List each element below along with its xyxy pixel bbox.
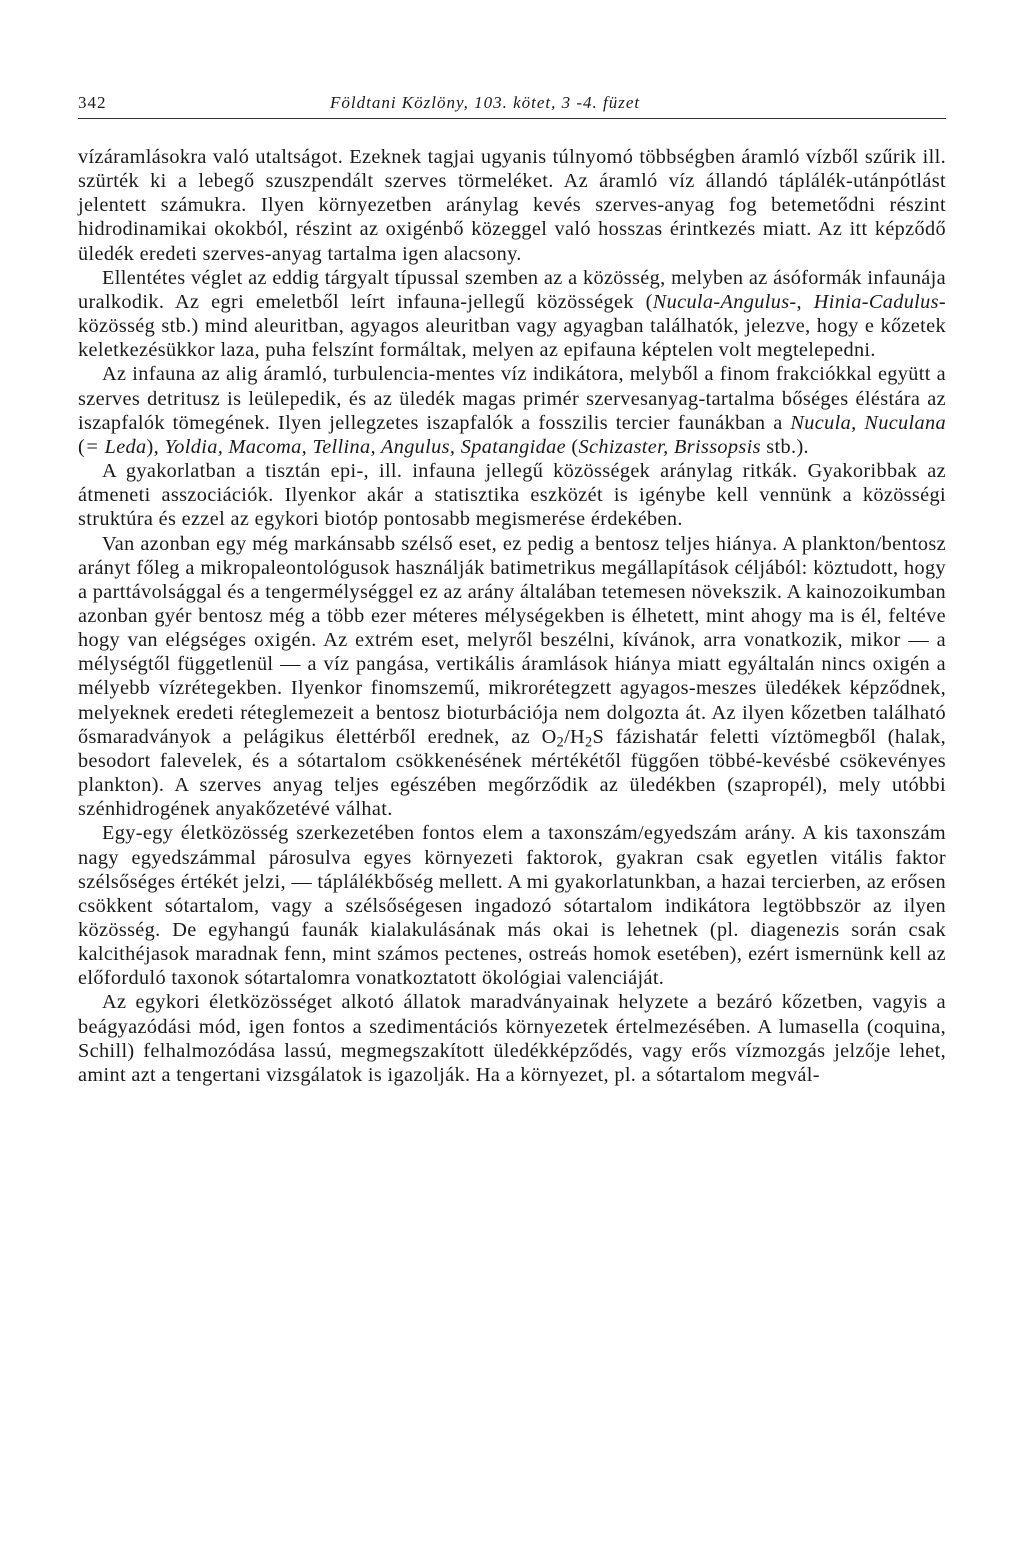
italic-text: Hinia-Cadulus: [813, 290, 939, 313]
text-run: ),: [146, 435, 165, 458]
running-head: [78, 88, 946, 119]
subscript: 2: [556, 734, 565, 751]
italic-text: Nucula-Angulus-: [652, 290, 797, 313]
paragraph: [78, 362, 946, 459]
body-text: [78, 145, 946, 1087]
text-run: vízáramlásokra való utaltságot. Ezeknek tagjai ugyanis túlnyomó többségben áramló vízből szűrik ill. szürték ki a lebegő szuszpendált szerves törmeléket. Az áramló víz állandó táplálék-utánpótlást jelentett számukra. Ilyen környezetben aránylag kevés szerves-anyag fog betemetődni részint hidrodinamikai okokból, részint az oxigénbő közeggel való hosszas érintkezés miatt. Az itt képződő üledék eredeti szerves-anyag tartalma igen alacsony.: [78, 146, 946, 265]
italic-text: Yoldia, Macoma, Tellina, Angulus, Spatangidae: [164, 435, 566, 458]
subscript: 2: [585, 734, 593, 751]
paragraph: [78, 145, 946, 266]
paragraph: [78, 266, 946, 363]
text-run: ,: [796, 290, 814, 313]
page-number: 342: [78, 93, 107, 112]
paragraph: [78, 990, 946, 1087]
text-run: /H: [564, 725, 586, 748]
paragraph: [78, 459, 946, 531]
text-run: -közösség stb.) mind aleuritban, agyagos aleuritban vagy agyagban találhatók, jelezve, hogy e kőzetek keletkezésükkor laza, puha felszínt formáltak, melyen az epifauna képtelen volt megtelepedni.: [78, 290, 947, 362]
journal-page: [78, 88, 946, 1087]
text-run: Van azonban egy még markánsabb szélső eset, ez pedig a bentosz teljes hiánya. A plankton/bentosz arányt főleg a mikropaleontológusok használják batimetrikus megállapítások céljából: köztudott, hogy a parttávolsággal és a tengermélységgel ez az arány általában tetemesen növekszik. A kainozoikumban azonban gyér bentosz még a több ezer méteres mélységekben is élhetett, mint ahogy ma is él, feltéve hogy van elégséges oxigén. Az extrém eset, melyről beszélni, kívánok, arra vonatkozik, mikor — a mélységtől függetlenül — a víz pangása, vertikális áramlások hiánya miatt egyáltalán nincs oxigén a mélyebb vízrétegekben. Ilyenkor finomszemű, mikrorétegzett agyagos-meszes üledékek képződnek, melyeknek eredeti réteglemezeit a bentosz bioturbációja nem dolgozta át. Az ilyen kőzetben található ősmaradványok a pelágikus élettérből erednek, az O: [78, 532, 946, 748]
text-run: stb.).: [760, 435, 809, 458]
italic-text: Schizaster, Brissopsis: [578, 435, 761, 458]
text-run: Egy-egy életközösség szerkezetében fontos elem a taxonszám/egyedszám arány. A kis taxonszám nagy egyedszámmal párosulva egyes környezeti faktorok, gyakran csak egyetlen vitális faktor szélsőséges értékét jelzi, — táplálékbőség mellett. A mi gyakorlatunkban, a hazai tercierben, az erősen csökkent sótartalom, vagy a szélsőségesen ingadozó sótartalom indikátora legtöbbször az ilyen közösség. De egyhangú faunák kialakulásának más okai is lehetnek (pl. diagenezis során csak kalcithéjasok maradnak fenn, mint számos pectenes, ostreás homok esetében), ezért ismernünk kell az előforduló taxonok sótartalomra vonatkoztatott ökológiai valenciáját.: [78, 822, 946, 990]
text-run: A gyakorlatban a tisztán epi-, ill. infauna jellegű közösségek aránylag ritkák. Gyakoribbak az átmeneti asszociációk. Ilyenkor akár a statisztika eszközét is igénybe kell vennünk a közösségi struktúra és ezzel az egykori biotóp pontosabb megismerése érdekében.: [78, 460, 946, 531]
text-run: Az egykori életközösséget alkotó állatok maradványainak helyzete a bezáró kőzetben, vagyis a beágyazódási mód, igen fontos a szedimentációs környezetek értelmezésében. A lumasella (coquina, Schill) felhalmozódása lassú, megmegszakított üledékképződés, vagy erős vízmozgás jelzője lehet, amint azt a tengertani vizsgálatok is igazolják. Ha a környezet, pl. a sótartalom megvál-: [78, 991, 946, 1086]
paragraph: [78, 821, 946, 990]
text-run: Ellentétes véglet az eddig tárgyalt típussal szemben az a közösség, melyben az ásóformák infaunája uralkodik. Az egri emeletből leírt infauna-jellegű közösségek (: [78, 266, 946, 313]
italic-text: Nucula, Nuculana: [790, 411, 946, 434]
text-run: (: [78, 435, 86, 458]
journal-title: Földtani Közlöny, 103. kötet, 3 -4. füzet: [330, 93, 641, 112]
paragraph: [78, 532, 946, 822]
text-run: Az infauna az alig áramló, turbulencia-mentes víz indikátora, melyből a finom frakciókkal együtt a szerves detritusz is leülepedik, és az üledék magas primér szervesanyag-tartalma bőséges éléstára az iszapfalók tömegének. Ilyen jellegzetes iszapfalók a fosszilis tercier faunákban a: [78, 363, 946, 434]
text-run: (: [565, 435, 579, 458]
italic-text: = Leda: [85, 435, 147, 458]
text-run: S fázishatár feletti víztömegből (halak, besodort falevelek, és a sótartalom csökkenésének mértékétől függően többé-kevésbé csökevényes plankton). A szerves anyag teljes egészében megőrződik az üledékben (szapropél), mely utóbbi szénhidrogének anyakőzetévé válhat.: [78, 725, 947, 821]
